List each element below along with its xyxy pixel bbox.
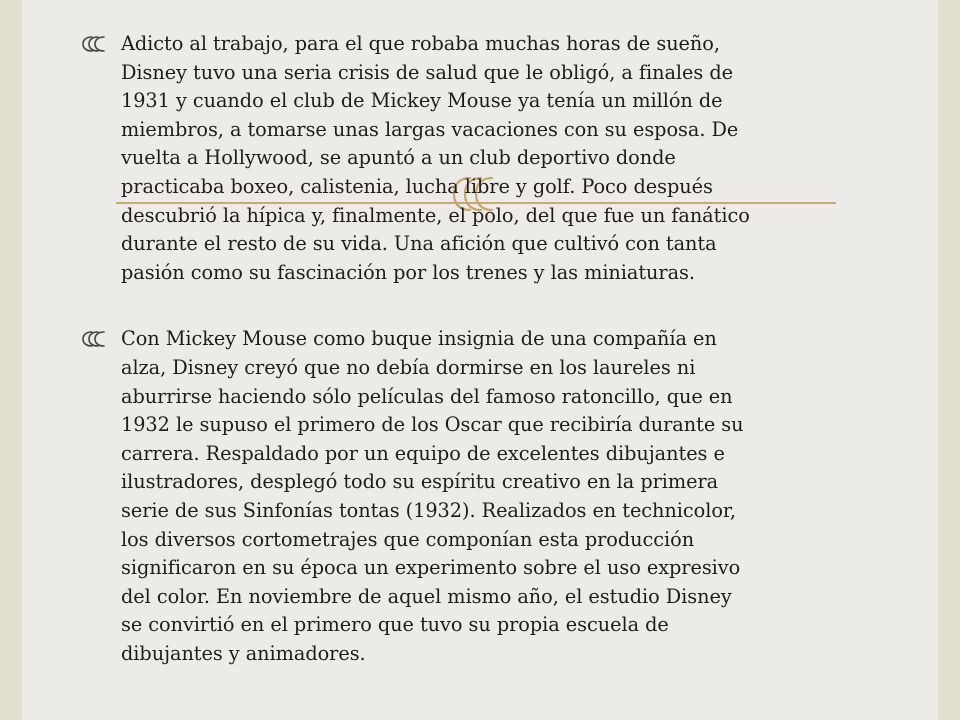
slide-body xyxy=(80,30,880,668)
bullet-paragraph xyxy=(80,325,880,668)
bullet-paragraph xyxy=(80,30,880,287)
scroll-bullet-icon xyxy=(80,33,110,55)
scroll-bullet-icon xyxy=(80,328,110,350)
paragraph-text: Adicto al trabajo, para el que robaba muchas horas de sueño, Disney tuvo una seria crisis de salud que le obligó, a finales de 1931 y cuando el club de Mickey Mouse ya tenía un millón de miembros, a tomarse unas largas vacaciones con su esposa. De vuelta a Hollywood, se apuntó a un club deportivo donde practicaba boxeo, calistenia, lucha libre y golf. Poco después descubrió la hípica y, finalmente, el polo, del que fue un fanático durante el resto de su vida. Una afición que cultivó con tanta pasión como su fascinación por los trenes y las miniaturas. xyxy=(121,32,750,284)
paragraph-text: Con Mickey Mouse como buque insignia de una compañía en alza, Disney creyó que no debía dormirse en los laureles ni aburrirse haciendo sólo películas del famoso ratoncillo, que en 1932 le supuso el primero de los Oscar que recibiría durante su carrera. Respaldado por un equipo de excelentes dibujantes e ilustradores, desplegó todo su espíritu creativo en la primera serie de sus Sinfonías tontas (1932). Realizados en technicolor, los diversos cortometrajes que componían esta producción significaron en su época un experimento sobre el uso expresivo del color. En noviembre de aquel mismo año, el estudio Disney se convirtió en el primero que tuvo su propia escuela de dibujantes y animadores. xyxy=(121,327,744,665)
